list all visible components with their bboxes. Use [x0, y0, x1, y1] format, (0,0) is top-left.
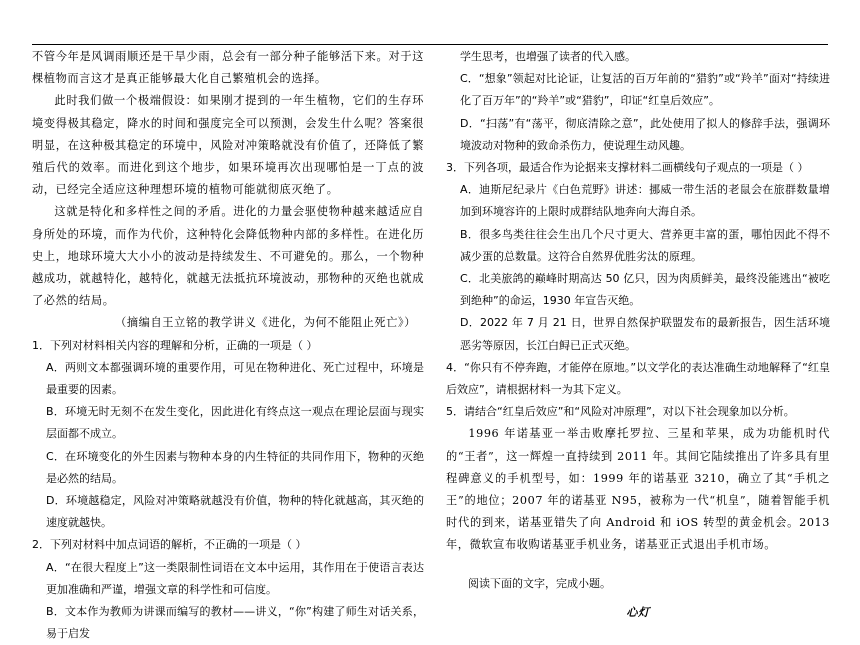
q3-option-b: B．很多鸟类往往会生出几个尺寸更大、营养更丰富的蛋，哪怕因此不得不减少蛋的总数量。这符合自然界优胜劣汰的原理。	[460, 227, 830, 263]
q3-option-c: C．北美旅鸽的巅峰时期高达 50 亿只，因为肉质鲜美，最终没能逃出“被吃到绝种”的命运，1930 年宣告灭绝。	[460, 272, 830, 308]
q3-option-d: D．2022 年 7 月 21 日，世界自然保护联盟发布的最新报告，因生活环境恶劣等原因，长江白鲟已正式灭绝。	[460, 316, 830, 352]
question-2: 2．下列对材料中加点词语的解析，不正确的一项是（ ）	[32, 538, 307, 552]
passage-paragraph: 这就是特化和多样性之间的矛盾。进化的力量会驱使物种越来越适应自身所处的环境，而作为代价，这种特化会降低物种内部的多样性。在进化历史上，地球环境大大小小的波动是持续发生、不可避免的。那么，一个物种越成功，就越特化，越特化，就越无法抵抗环境波动，那物种的灭绝也就成了必然的结局。	[32, 205, 424, 308]
q2-option-c: C．“想象”领起对比论证，让复活的百万年前的“猎豹”或“羚羊”面对“持续进化了百万年”的“羚羊”或“猎豹”，印证“红皇后效应”。	[460, 72, 830, 108]
q1-option-c: C．在环境变化的外生因素与物种本身的内生特征的共同作用下，物种的灭绝是必然的结局。	[46, 449, 424, 485]
passage-paragraph: 此时我们做一个极端假设：如果刚才提到的一年生植物，它们的生存环境变得极其稳定，降水的时间和强度完全可以预测，会发生什么呢？答案很明显，在这种极其稳定的环境中，风险对冲策略就没有价值了，还降低了繁殖后代的效率。而进化到这个地步，如果环境再次出现哪怕是一丁点的波动，已经完全适应这种理想环境的植物可能就彻底灭绝了。	[32, 94, 424, 197]
spacer	[446, 557, 830, 573]
q2-option-b-continued: 学生思考，也增强了读者的代入感。	[460, 50, 636, 63]
q3-option-a: A．迪斯尼纪录片《白色荒野》讲述：挪威一带生活的老鼠会在旅群数量增加到环境容许的上限时成群结队地奔向大海自杀。	[460, 183, 830, 219]
q2-option-d: D．“扫荡”有“荡平，彻底清除之意”，此处使用了拟人的修辞手法，强调环境波动对物种的致命杀伤力，使说理生动风趣。	[460, 116, 830, 152]
right-column	[446, 46, 830, 623]
passage-paragraph: 不管今年是风调雨顺还是干旱少雨，总会有一部分种子能够活下来。对于这棵植物而言这才是真正能够最大化自己繁殖机会的选择。	[32, 50, 424, 86]
q2-option-a: A．“在很大程度上”这一类限制性词语在文本中运用，其作用在于使语言表达更加准确和严谨，增强文章的科学性和可信度。	[46, 560, 424, 596]
left-column	[32, 46, 424, 645]
q1-option-a: A．两则文本都强调环境的重要作用，可见在物种进化、死亡过程中，环境是最重要的因素。	[46, 360, 424, 397]
q2-option-b: B．文本作为教师为讲课而编写的教材——讲义，“你”构建了师生对话关系，易于启发	[46, 605, 424, 641]
nokia-material: 1996 年诺基亚一举击败摩托罗拉、三星和苹果，成为功能机时代的“王者”，这一辉煌一直持续到 2011 年。其间它陆续推出了许多具有里程碑意义的手机型号，如：1999 年的诺基亚 3210，确立了其“手机之王”的地位；2007 年的诺基亚 N95，被称为一代“机皇”，随着智能手机时代的到来，诺基亚错失了向 Android 和 iOS 转型的黄金机会。2013 年，微软宣布收购诺基亚手机业务，诺基亚正式退出手机市场。	[446, 427, 830, 552]
question-5: 5．请结合“红皇后效应”和“风险对冲原理”，对以下社会现象加以分析。	[446, 405, 795, 419]
source-citation: （摘编自王立铭的教学讲义《进化，为何不能阻止死亡》）	[115, 316, 416, 330]
question-4: 4．“你只有不停奔跑，才能停在原地。”以文学化的表达准确生动地解释了“红皇后效应”，请根据材料一为其下定义。	[446, 360, 830, 397]
q1-option-d: D．环境越稳定，风险对冲策略就越没有价值，物种的特化就越高，其灭绝的速度就越快。	[46, 494, 424, 530]
reading-instruction: 阅读下面的文字，完成小题。	[468, 576, 611, 590]
passage-title: 心灯	[626, 604, 650, 619]
question-1: 1．下列对材料相关内容的理解和分析，正确的一项是（ ）	[32, 338, 318, 352]
header-rule	[32, 44, 828, 45]
q1-option-b: B．环境无时无刻不在发生变化，因此进化有终点这一观点在理论层面与现实层面都不成立。	[46, 405, 424, 441]
question-3: 3．下列各项，最适合作为论据来支撑材料二画横线句子观点的一项是（ ）	[446, 161, 809, 175]
